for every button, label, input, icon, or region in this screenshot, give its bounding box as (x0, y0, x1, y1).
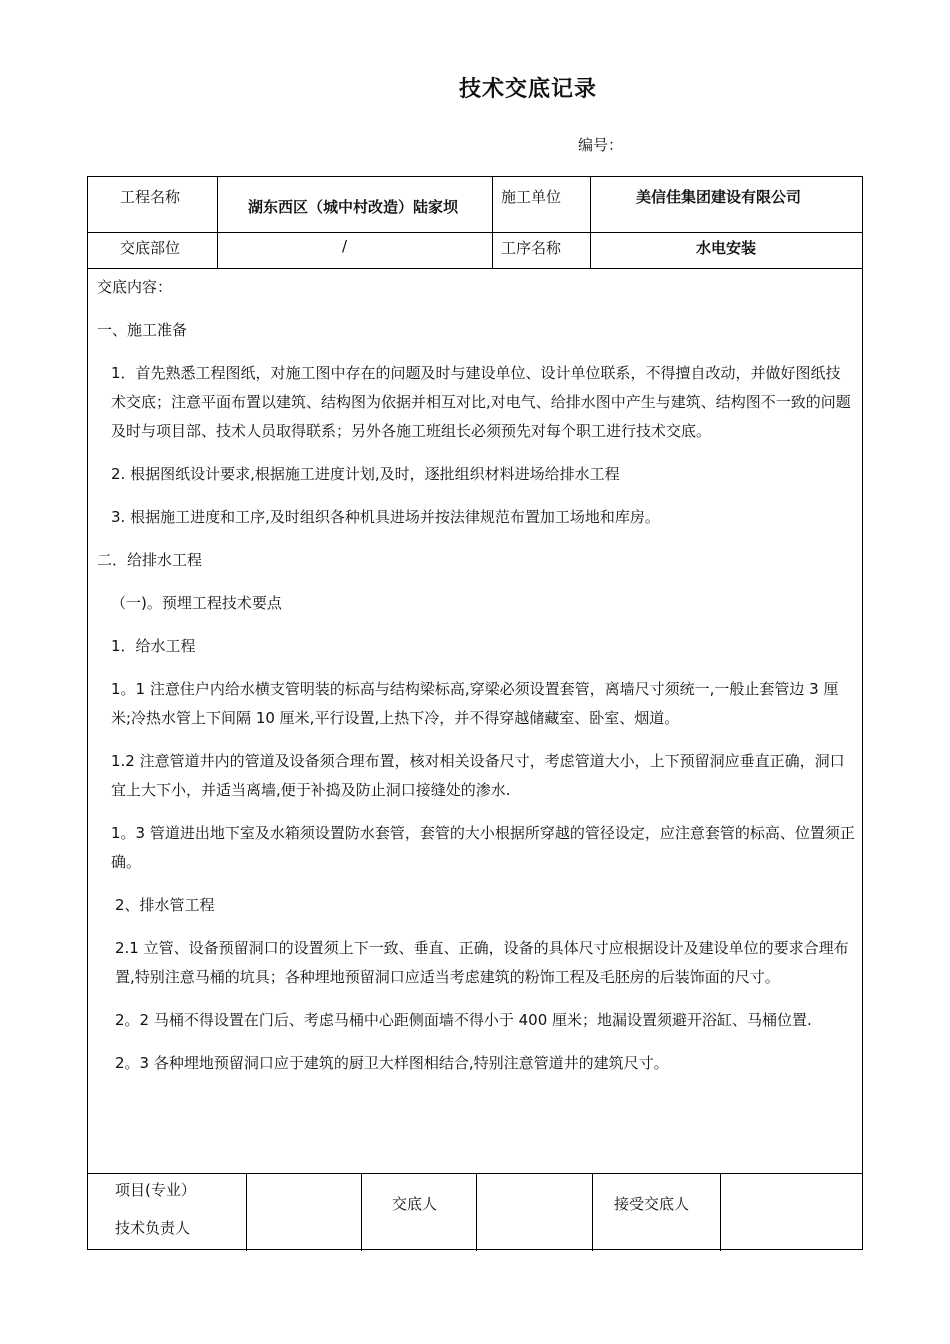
col-divider (246, 1173, 247, 1251)
briefing-content (97, 273, 855, 1078)
process-label: 工序名称 (501, 239, 562, 257)
paragraph: 1．首先熟悉工程图纸，对施工图中存在的问题及时与建设单位、设计单位联系，不得擅自改动，并做好图纸技术交底；注意平面布置以建筑、结构图为依据并相互对比,对电气、给排水图中产生与建筑、结构图不一致的问题及时与项目部、技术人员取得联系；另外各施工班组长必须预先对每个职工进行技术交底。 (111, 364, 851, 440)
content-label: 交底内容： (97, 278, 173, 296)
subsection-heading: （一)。预埋工程技术要点 (111, 594, 282, 612)
col-divider (217, 177, 218, 268)
receiver-label: 接受交底人 (614, 1195, 690, 1213)
col-divider (361, 1173, 362, 1251)
col-divider (492, 177, 493, 268)
location-label: 交底部位 (120, 239, 181, 257)
col-divider (720, 1173, 721, 1251)
paragraph: 3. 根据施工进度和工序,及时组织各种机具进场并按法律规范布置加工场地和库房。 (111, 508, 660, 526)
tech-lead-label-line2: 技术负责人 (115, 1219, 191, 1237)
contractor-label: 施工单位 (501, 188, 562, 206)
col-divider (476, 1173, 477, 1251)
project-name-value: 湖东西区（城中村改造）陆家坝 (248, 198, 459, 216)
row-divider (88, 232, 862, 233)
col-divider (590, 177, 591, 268)
section-heading: 二．给排水工程 (97, 551, 203, 569)
location-value: / (342, 237, 348, 255)
row-divider (88, 268, 862, 269)
tech-lead-label-line1: 项目(专业） (115, 1181, 196, 1199)
paragraph: 2。3 各种埋地预留洞口应于建筑的厨卫大样图相结合,特别注意管道井的建筑尺寸。 (115, 1054, 669, 1072)
process-value: 水电安装 (696, 239, 757, 257)
contractor-value: 美信佳集团建设有限公司 (636, 188, 802, 206)
paragraph: 1。1 注意住户内给水横支管明装的标高与结构梁标高,穿梁必须设置套管，离墙尺寸须统一,一般止套管边 3 厘米;冷热水管上下间隔 10 厘米,平行设置,上热下冷，并不得穿越储藏室、卧室、烟道。 (111, 680, 839, 727)
paragraph: 1.2 注意管道井内的管道及设备须合理布置，核对相关设备尺寸，考虑管道大小，上下预留洞应垂直正确，洞口宜上大下小，并适当离墙,便于补捣及防止洞口接缝处的渗水. (111, 752, 845, 799)
row-divider (88, 1173, 862, 1174)
paragraph: 2.1 立管、设备预留洞口的设置须上下一致、垂直、正确，设备的具体尺寸应根据设计及建设单位的要求合理布置,特别注意马桶的坑具；各种埋地预留洞口应适当考虑建筑的粉饰工程及毛胚房的后装饰面的尺寸。 (115, 939, 849, 986)
paragraph: 2. 根据图纸设计要求,根据施工进度计划,及时，逐批组织材料进场给排水工程 (111, 465, 620, 483)
document-title: 技术交底记录 (458, 77, 597, 102)
paragraph: 1。3 管道进出地下室及水箱须设置防水套管，套管的大小根据所穿越的管径设定，应注意套管的标高、位置须正确。 (111, 824, 855, 871)
subsection-heading: 2、排水管工程 (115, 896, 215, 914)
briefer-label: 交底人 (392, 1195, 438, 1213)
subsection-heading: 1．给水工程 (111, 637, 196, 655)
project-name-label: 工程名称 (120, 188, 181, 206)
doc-number-label: 编号： (578, 136, 624, 154)
section-heading: 一、施工准备 (97, 321, 188, 339)
briefing-table (87, 176, 863, 1250)
col-divider (592, 1173, 593, 1251)
paragraph: 2。2 马桶不得设置在门后、考虑马桶中心距侧面墙不得小于 400 厘米；地漏设置须避开浴缸、马桶位置. (115, 1011, 812, 1029)
